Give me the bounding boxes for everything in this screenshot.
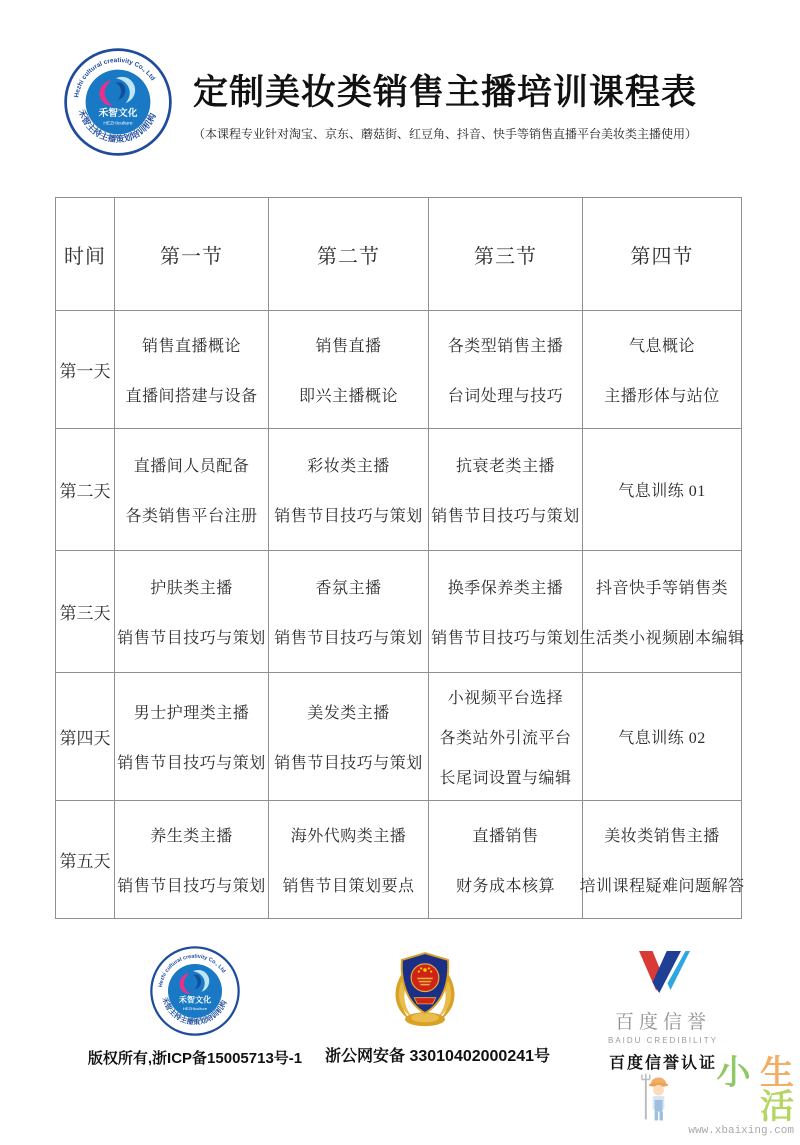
col-header-session1: 第一节 — [115, 198, 269, 311]
course-item: 海外代购类主播 — [290, 828, 407, 845]
baidu-credibility-icon — [630, 948, 696, 996]
baidu-credibility-en: BAIDU CREDIBILITY — [607, 1036, 718, 1045]
col-header-session4: 第四节 — [583, 198, 742, 311]
watermark-url: www.xbaixing.com — [688, 1125, 794, 1137]
table-row — [56, 801, 742, 919]
baidu-credibility-name: 百度信誉 — [614, 1012, 711, 1033]
course-item: 主播形体与站位 — [604, 388, 720, 405]
col-header-session3: 第三节 — [429, 198, 583, 311]
course-item: 销售直播 — [315, 338, 382, 355]
watermark-char: 小 — [716, 1054, 751, 1092]
course-item: 气息训练 01 — [618, 483, 706, 500]
page-title: 定制美妆类销售主播培训课程表 — [192, 73, 697, 112]
course-item: 直播销售 — [472, 828, 539, 845]
title-block — [185, 72, 705, 142]
course-item: 生活类小视频剧本编辑 — [579, 630, 745, 647]
course-item: 彩妆类主播 — [307, 458, 390, 475]
course-item: 销售节目技巧与策划 — [117, 755, 266, 772]
table-row — [56, 429, 742, 551]
day-label: 第四天 — [56, 673, 115, 801]
course-item: 销售节目技巧与策划 — [274, 630, 423, 647]
logo-arc-top-text: Hezhi cultural creativity Co., Ltd — [157, 953, 227, 988]
course-item: 销售节目技巧与策划 — [274, 508, 423, 525]
course-item: 销售节目技巧与策划 — [117, 630, 266, 647]
course-item: 长尾词设置与编辑 — [439, 770, 572, 787]
page-subtitle: （本课程专业针对淘宝、京东、蘑菇街、红豆角、抖音、快手等销售直播平台美妆类主播使用） — [192, 127, 697, 141]
day-label: 第二天 — [56, 429, 115, 551]
course-item: 换季保养类主播 — [447, 580, 564, 597]
course-item: 财务成本核算 — [455, 878, 555, 895]
logo-arc-bottom-text: 禾智主持主播策划培训机构 — [76, 108, 158, 145]
course-item: 直播间搭建与设备 — [125, 388, 258, 405]
day-label: 第一天 — [56, 311, 115, 429]
police-badge-icon — [384, 950, 466, 1030]
course-item: 销售节目技巧与策划 — [431, 508, 580, 525]
course-item: 美发类主播 — [307, 705, 390, 722]
course-item: 男士护理类主播 — [133, 705, 250, 722]
course-item: 各类销售平台注册 — [125, 508, 258, 525]
course-item: 销售节目技巧与策划 — [117, 878, 266, 895]
footer-police-block — [325, 946, 551, 1066]
course-item: 护肤类主播 — [150, 580, 233, 597]
course-item: 即兴主播概论 — [298, 388, 398, 405]
course-item: 各类型销售主播 — [447, 338, 564, 355]
course-item: 气息概论 — [628, 338, 695, 355]
course-item: 销售节目技巧与策划 — [274, 755, 423, 772]
course-table — [55, 197, 745, 919]
course-item: 美妆类销售主播 — [604, 828, 720, 845]
police-record-text: 浙公网安备 33010402000241号 — [325, 1048, 551, 1065]
logo-name-cn: 禾智文化 — [98, 108, 138, 120]
course-item: 气息训练 02 — [618, 730, 706, 747]
course-item: 小视频平台选择 — [447, 690, 564, 707]
course-item: 直播间人员配备 — [133, 458, 250, 475]
col-header-time: 时间 — [56, 198, 115, 311]
logo-arc-top-text: Hezhi cultural creativity Co., Ltd — [73, 57, 157, 99]
course-item: 销售直播概论 — [141, 338, 241, 355]
course-item: 养生类主播 — [150, 828, 233, 845]
logo-name-en: HEZHIculture — [182, 1005, 208, 1011]
course-item: 香氛主播 — [315, 580, 382, 597]
day-label: 第三天 — [56, 551, 115, 673]
table-row — [56, 551, 742, 673]
baidu-cert-text: 百度信誉认证 — [608, 1055, 717, 1072]
logo-name-en: HEZHIculture — [103, 121, 133, 127]
watermark-char: 活 — [760, 1088, 794, 1126]
site-watermark — [639, 1056, 794, 1137]
hezhi-logo-small — [150, 946, 240, 1036]
logo-name-cn: 禾智文化 — [178, 995, 212, 1005]
icp-copyright-text: 版权所有,浙ICP备15005713号-1 — [87, 1050, 303, 1067]
logo-arc-bottom-text: 禾智主持主播策划培训机构 — [160, 995, 229, 1027]
course-item: 培训课程疑难问题解答 — [579, 878, 745, 895]
table-row — [56, 311, 742, 429]
day-label: 第五天 — [56, 801, 115, 919]
course-item: 各类站外引流平台 — [439, 730, 572, 747]
course-item: 抖音快手等销售类 — [595, 580, 728, 597]
course-item: 销售节目技巧与策划 — [431, 630, 580, 647]
hezhi-logo — [64, 48, 172, 156]
col-header-session2: 第二节 — [269, 198, 429, 311]
course-item: 销售节目策划要点 — [282, 878, 415, 895]
course-item: 台词处理与技巧 — [447, 388, 564, 405]
watermark-char: 生 — [760, 1054, 794, 1092]
farmer-icon — [639, 1072, 674, 1124]
footer-copyright-block — [75, 946, 315, 1068]
table-row — [56, 673, 742, 801]
course-item: 抗衰老类主播 — [455, 458, 555, 475]
table-header-row — [56, 198, 742, 311]
